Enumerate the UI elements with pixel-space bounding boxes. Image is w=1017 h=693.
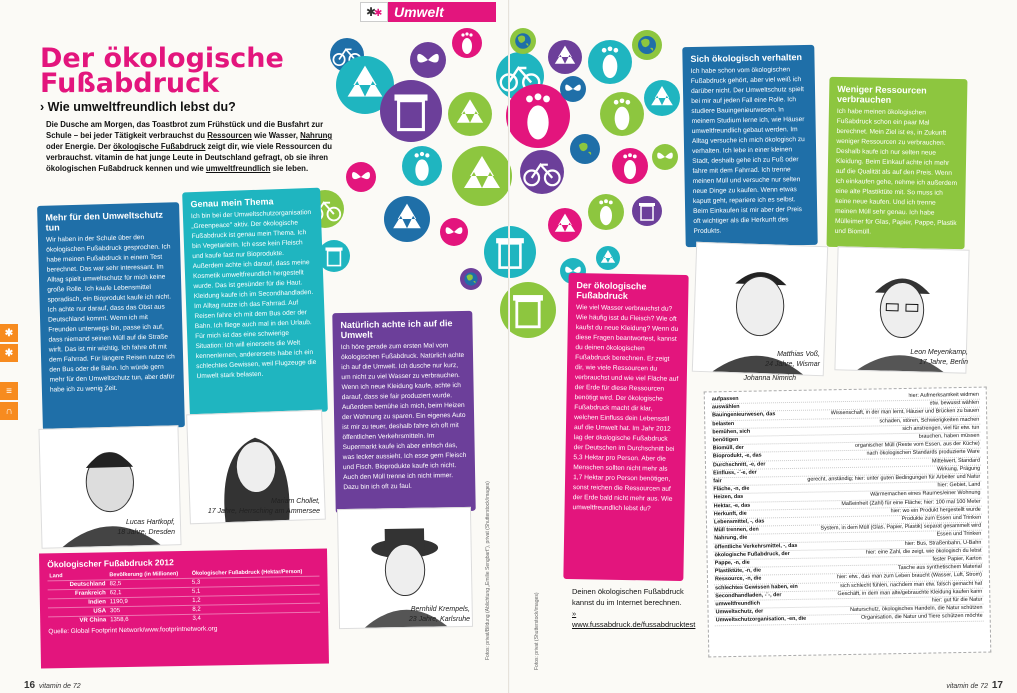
statement-box-5 — [682, 45, 817, 247]
box-title: Sich ökologisch verhalten — [690, 52, 803, 65]
footer-left: 16 vitamin de 72 — [24, 680, 81, 691]
table-cell: 1358,6 — [108, 614, 190, 624]
glossary-definition: Naturschutz, ökologisches Handeln, die Natur schützen — [850, 604, 983, 614]
glossary-definition: hier: gut für die Natur — [931, 596, 983, 604]
glossary-definition: hier: eine Zahl, die zeigt, wie ökologisch du lebst — [865, 547, 982, 556]
column-header: Ökologischer Fußabdruck (Hektar/Person) — [191, 568, 303, 577]
globe-icon — [510, 28, 536, 54]
glossary-definition: Wissenschaft, in der man lernt, Häuser und Brücken zu bauen — [830, 408, 980, 417]
statement-box-1 — [37, 202, 185, 431]
asterisk-tab-icon[interactable]: ✱ — [0, 324, 18, 342]
glossary-term: benötigen — [712, 436, 739, 444]
portrait-caption-3: Bernhild Krempels, 23 Jahre, Karlsruhe — [408, 606, 470, 623]
glossary-definition: nach ökologischen Standards produzierte Ware — [866, 449, 980, 458]
butterfly-icon — [560, 76, 586, 102]
glossary-term: öffentliche Verkehrsmittel, -, das — [714, 542, 798, 550]
globe-icon — [570, 134, 600, 164]
glossary-box — [704, 387, 992, 658]
glossary-definition: Tasche aus synthetischem Material — [897, 563, 982, 572]
magazine-logo-icon — [360, 2, 388, 22]
box-title: Weniger Ressourcen verbrauchen — [837, 83, 927, 105]
box-title: Genau mein Thema — [190, 196, 274, 210]
glossary-term: Fläche, -n, die — [713, 485, 750, 493]
column-header: Land — [49, 573, 63, 580]
intro-paragraph: Die Dusche am Morgen, das Toastbrot zum Frühstück und die Busfahrt zur Schule – bei jeder Tätigkeit verbrauchst du Ressourcen wie Wasser, Nahrung oder Energie. Der ökologische Fußabdruck zeigt dir, wie viele Ressourcen du verbrauchst. vitamin de hat junge Leute in Deutschland gefragt, ob sie ihren ökologischen Fußabdruck kennen und wie umweltfreundlich sie leben. — [46, 120, 333, 173]
glossary-definition: Mittelwert, Standard — [931, 457, 980, 465]
glossary-term: Müll trennen, den — [714, 526, 759, 534]
glossary-definition: System, in dem Müll (Glas, Papier, Plastik) separat gesammelt wird — [820, 522, 982, 532]
trash-icon — [484, 226, 536, 278]
glossary-term: bemühen, sich — [712, 428, 751, 436]
glossary-definition: hier: wo ein Produkt hergestellt wurde — [890, 506, 981, 515]
glossary-term: auswählen — [711, 404, 740, 411]
recycle-icon — [596, 246, 620, 270]
table-source: Quelle: Global Footprint Network/www.footprintnetwork.org — [48, 625, 218, 636]
table-cell: Frankreich — [48, 589, 108, 599]
glossary-term: schlechtes Gewissen haben, ein — [715, 583, 798, 591]
glossary-term: Biomüll, der — [712, 445, 744, 452]
box-text: Wir haben in der Schule über den ökologischen Fußabdruck gesprochen. Ich habe meinen Fußabdruck in einem Test berechnet. Das war sehr interessant. Im Alltag spielt umweltschutz für mich keine große Rolle. Ich kaufe Lebensmittel sporadisch, ein Bioprodukt kaufe ich nicht. Ich achte nur darauf, dass das Obst aus Deutschland kommt. Wenn ich mit Freunden unterwegs bin, passe ich auf, dass niemand seinen Müll auf die Straße wirft. Das ist mir wichtig. Ich fahre oft mit dem Fahrrad. Für längere Reisen nutze ich den Bus oder die Bahn. Ich würde gern mehr für den Umweltschutz tun, aber dafür habe ich zu wenig Zeit. — [45, 234, 175, 394]
list-tab-icon[interactable]: ≡ — [0, 382, 18, 400]
box-title: Der ökologische Fußabdruck — [576, 280, 647, 302]
page-fold — [508, 0, 510, 693]
table-cell: 1,2 — [190, 594, 320, 605]
svg-text:✱: ✱ — [374, 8, 383, 19]
box-text: Wie viel Wasser verbrauchst du? Wie häufig isst du Fleisch? Wie oft kaufst du neue Kleidung? Wenn du diese Fragen beantwortest, kannst du deinen ökologischen Fußabdruck berechnen. Er zeigt dir, wie viele Ressourcen du verbrauchst und wie viel Fläche auf der Erde für diese Ressourcen benötigt wird. Der ökologische Fußabdruck macht dir klar, welchen Einfluss dein Lebensstil auf die Umwelt hat. Im Jahr 2012 lag der ökologische Fußabdruck der Deutschen im Durchschnitt bei 5,3 Hektar pro Person. Aber die Menschen sollten nicht mehr als 1,7 Hektar pro Person benötigen, sonst reichen die Ressourcen auf der Erde bald nicht mehr aus. Wie umweltfreundlich lebst du? — [572, 304, 679, 513]
glossary-definition: fester Papier, Karton — [932, 555, 982, 563]
table-cell: 5,3 — [190, 576, 320, 587]
glossary-term: Umweltschutz, der — [715, 608, 764, 616]
glossary-term: Einfluss, -¨-e, der — [713, 469, 757, 477]
recycle-icon — [452, 146, 512, 206]
box-text: Ich habe schon vom ökologischen Fußabdruck gehört, aber viel weiß ich darüber nicht. Der Umweltschutz spielt bei mir auf jeden Fall eine Rolle. Ich studiere Bauingenieurwesen. In meinem Studium lerne ich, wie Häuser umweltfreundlich gebaut werden. Im Alltag versuche ich mich ökologisch zu verhalten. Ich lebe in einer kleinen Stadt, deshalb gehe ich zu Fuß oder fahre mit dem Fahrrad. Ich trenne meinen Müll und versuche nur selten neue Dinge zu kaufen. Wenn etwas kaputt geht, repariere ich es selbst. Beim Einkaufen ist mir aber der Preis oft wichtiger als die Herkunft des Produkts. — [690, 66, 805, 235]
table-cell: 305 — [108, 605, 190, 615]
glossary-definition: Essen und Trinken — [936, 531, 982, 538]
statement-box-2 — [182, 188, 328, 417]
box-text: Ich höre gerade zum ersten Mal vom ökologischen Fußabdruck. Natürlich achte ich auf die Umwelt. Ich dusche nur kurz, um nicht zu viel Wasser zu verbrauchen. Wenn ich neue Kleidung kaufe, achte ich darauf, dass sie fair produziert wurde. Außerdem bemühe ich mich, beim Heizen der Wohnung zu sparen. Ein eigenes Auto ist mir zu teuer, deshalb fahre ich oft mit öffentlichen Verkehrsmitteln. Im Supermarkt kaufe ich aber einfach das, was lecker aussieht. Ich esse gern Fleisch und Fisch. Bioprodukte kaufe ich nicht. Auch den Müll trenne ich nicht immer. Dazu bin ich oft zu faul. — [340, 342, 467, 492]
glossary-term: Herkunft, die — [713, 510, 747, 518]
glossary-term: Secondhandladen, -¨-, der — [715, 592, 782, 600]
portrait-caption-6: Johanna Nimrich — [743, 375, 796, 382]
recycle-icon — [548, 40, 582, 74]
internet-note: Deinen ökologischen Fußabdruck kannst du im Internet berechnen. » www.fussabdruck.de/fussabdrucktest — [572, 587, 696, 629]
recycle-icon — [644, 80, 680, 116]
glossary-term: belasten — [712, 420, 735, 427]
butterfly-icon — [346, 162, 376, 192]
footprint-table — [39, 548, 329, 668]
box-text: Ich habe meinen ökologischen Fußabdruck schon ein paar Mal berechnet. Mein Ziel ist es, in Zukunft weniger Ressourcen zu verbrauchen. Deshalb kaufe ich nur selten neue Kleidung. Beim Einkauf achte ich mehr auf die Qualität als auf den Preis. Wenn ich einkaufen gehe, nehme ich außerdem eine alte Plastiktüte mit. So muss ich keine neue kaufen. Und ich trenne meinen Müll sehr genau. Ich habe Mülleimer für Glas, Papier, Pappe, Plastik und Biomüll. — [834, 107, 958, 236]
glossary-term: Hektar, -e, das — [713, 502, 751, 509]
photo-credit: Fotos: privat/Bildung (Ablichtung „Emilie Sengbart"), privat (Shutterstock/images) — [485, 481, 491, 660]
glossary-term: aufpassen — [711, 395, 739, 403]
table-cell: 1190,9 — [108, 596, 190, 606]
glossary-term: Ressource, -n, die — [714, 575, 762, 583]
statement-box-3 — [332, 311, 475, 513]
butterfly-icon — [652, 144, 678, 170]
table-cell: 8,2 — [190, 603, 320, 614]
table-cell: 82,5 — [107, 578, 189, 588]
portrait-caption-4: Matthias Voß, 24 Jahre, Wismar — [765, 351, 820, 368]
footprint-icon — [588, 194, 624, 230]
statement-box-6 — [827, 77, 968, 249]
footprint-test-link[interactable]: » www.fussabdruck.de/fussabdrucktest — [572, 609, 696, 629]
section-header — [360, 2, 496, 22]
headphones-tab-icon[interactable]: ∩ — [0, 402, 18, 420]
column-header: Bevölkerung (in Millionen) — [109, 571, 179, 579]
glossary-term: Nahrung, die — [714, 535, 748, 542]
bicycle-icon — [520, 150, 564, 194]
glossary-term: Lebensmittel, -, das — [713, 518, 765, 526]
glossary-term: Umweltschutzorganisation, -en, die — [715, 616, 807, 624]
globe-icon — [460, 268, 482, 290]
glossary-term: Bioprodukt, -e, das — [712, 452, 762, 460]
table-title: Ökologischer Fußabdruck 2012 — [47, 557, 174, 570]
glossary-term: Heizen, das — [713, 494, 744, 501]
photo-credit: Fotos: privat (Shutterstock/images) — [534, 592, 540, 670]
glossary-term: Plastiktüte, -n, die — [714, 567, 762, 575]
glossary-definition: hier: Bus, Straßenbahn, U-Bahn — [904, 539, 982, 547]
glossary-definition: hier: etw., das man zum Leben braucht (Wasser, Luft, Strom) — [836, 572, 983, 581]
trash-icon — [380, 80, 442, 142]
table-cell: 3,4 — [190, 612, 320, 623]
glossary-definition: Wirkung, Prägung — [936, 465, 981, 473]
box-title: Natürlich achte ich auf die Umwelt — [340, 318, 453, 341]
page-subtitle: › Wie umweltfreundlich lebst du? — [40, 100, 236, 114]
glossary-definition: hier: Aufmerksamkeit widmen — [908, 391, 979, 399]
portrait-caption-5: Leon Meyenkamp, 17 Jahre, Berlin — [910, 349, 968, 366]
footprint-icon — [588, 40, 632, 84]
glossary-definition: gerecht, anständig; hier: unter guten Bedingungen für Arbeiter und Natur — [807, 473, 981, 483]
glossary-term: umweltfreundlich — [715, 600, 761, 608]
recycle-icon — [384, 196, 430, 242]
footer-right: vitamin de 72 17 — [946, 680, 1003, 691]
glossary-definition: Geschäft, in dem man alte/gebrauchte Kleidung kaufen kann — [837, 588, 983, 598]
glossary-definition: Organisation, die Natur und Tiere schützen möchte — [860, 613, 983, 622]
glossary-definition: etw. bewusst wählen — [929, 399, 979, 407]
svg-text:✱: ✱ — [366, 5, 377, 19]
glossary-term: ökologische Fußabdruck, der — [714, 550, 790, 559]
footprint-icon — [452, 28, 482, 58]
globe-icon — [632, 30, 662, 60]
info-box — [563, 273, 688, 581]
recycle-icon — [548, 208, 582, 242]
glossary-term: fair — [713, 478, 722, 485]
glossary-definition: schaden, stören, Schwierigkeiten machen — [879, 416, 980, 425]
glossary-term: Bauingenieurwesen, das — [712, 411, 776, 419]
trash-icon — [632, 196, 662, 226]
table-cell: Indien — [48, 598, 108, 608]
glossary-definition: brauchen, haben müssen — [918, 432, 980, 440]
glossary-definition: Wärmemachen eines Raumes/einer Wohnung — [870, 490, 981, 499]
glossary-definition: Produkte zum Essen und Trinken — [901, 514, 981, 523]
glossary-definition: organischer Müll (Reste vom Essen, aus der Küche) — [854, 440, 980, 450]
data-table — [47, 568, 320, 626]
asterisk-tab-icon-2[interactable]: ✱ — [0, 344, 18, 362]
butterfly-icon — [440, 218, 468, 246]
glossary-definition: sich schlecht fühlen, nachdem man etw. falsch gemacht hat — [840, 580, 983, 589]
page-title — [40, 43, 284, 99]
glossary-term: Pappe, -n, die — [714, 559, 750, 567]
recycle-icon — [448, 92, 492, 136]
table-cell: USA — [48, 607, 108, 617]
glossary-term: Durchschnitt, -e, der — [712, 461, 766, 468]
footprint-icon — [612, 148, 648, 184]
title-line-2: Fußabdruck — [40, 68, 220, 99]
butterfly-icon — [410, 42, 446, 78]
glossary-definition: Maßeinheit (Zahl) für eine Fläche; hier: 100 mal 100 Meter — [841, 498, 981, 507]
section-label: Umwelt — [388, 2, 496, 22]
portrait-caption-1: Lucas Hartkopf, 18 Jahre, Dresden — [117, 519, 175, 536]
footprint-icon — [402, 146, 442, 186]
box-text: Ich bin bei der Umweltschutzorganisation „Greenpeace" aktiv. Der ökologische Fußabdruck ist genau mein Thema. Ich bin Vegetarierin. Ich esse kein Fleisch und kaufe fast nur Bioprodukte. Außerdem achte ich darauf, dass meine Kosmetik umweltfreundlich hergestellt wurde. Das ist gesünder für die Haut. Kleidung kaufe ich im Secondhandladen. Im Alltag nutze ich das Fahrrad. Auf Reisen fahre ich mit dem Bus oder der Bahn. Ich fliege auch mal in den Urlaub. Für mich ist das eine schwierige Situation: Ich will einerseits die Welt kennenlernen, andererseits habe ich ein schlechtes Gewissen, weil Flugzeuge die Umwelt stark belasten. — [190, 208, 317, 381]
table-cell: 62,1 — [108, 587, 190, 597]
glossary-definition: hier: Gebiet, Land — [937, 481, 981, 489]
table-cell: VR China — [48, 616, 108, 626]
table-cell: 5,1 — [190, 585, 320, 596]
table-cell: Deutschland — [47, 580, 107, 590]
portrait-caption-2: Mariam Chollet, 17 Jahre, Herrsching am Ammersee — [207, 498, 320, 515]
glossary-definition: sich anstrengen, viel für etw. tun — [902, 424, 980, 432]
box-title: Mehr für den Umweltschutz tun — [45, 209, 163, 233]
footprint-icon — [600, 92, 644, 136]
title-line-1: Der ökologische — [40, 43, 284, 74]
